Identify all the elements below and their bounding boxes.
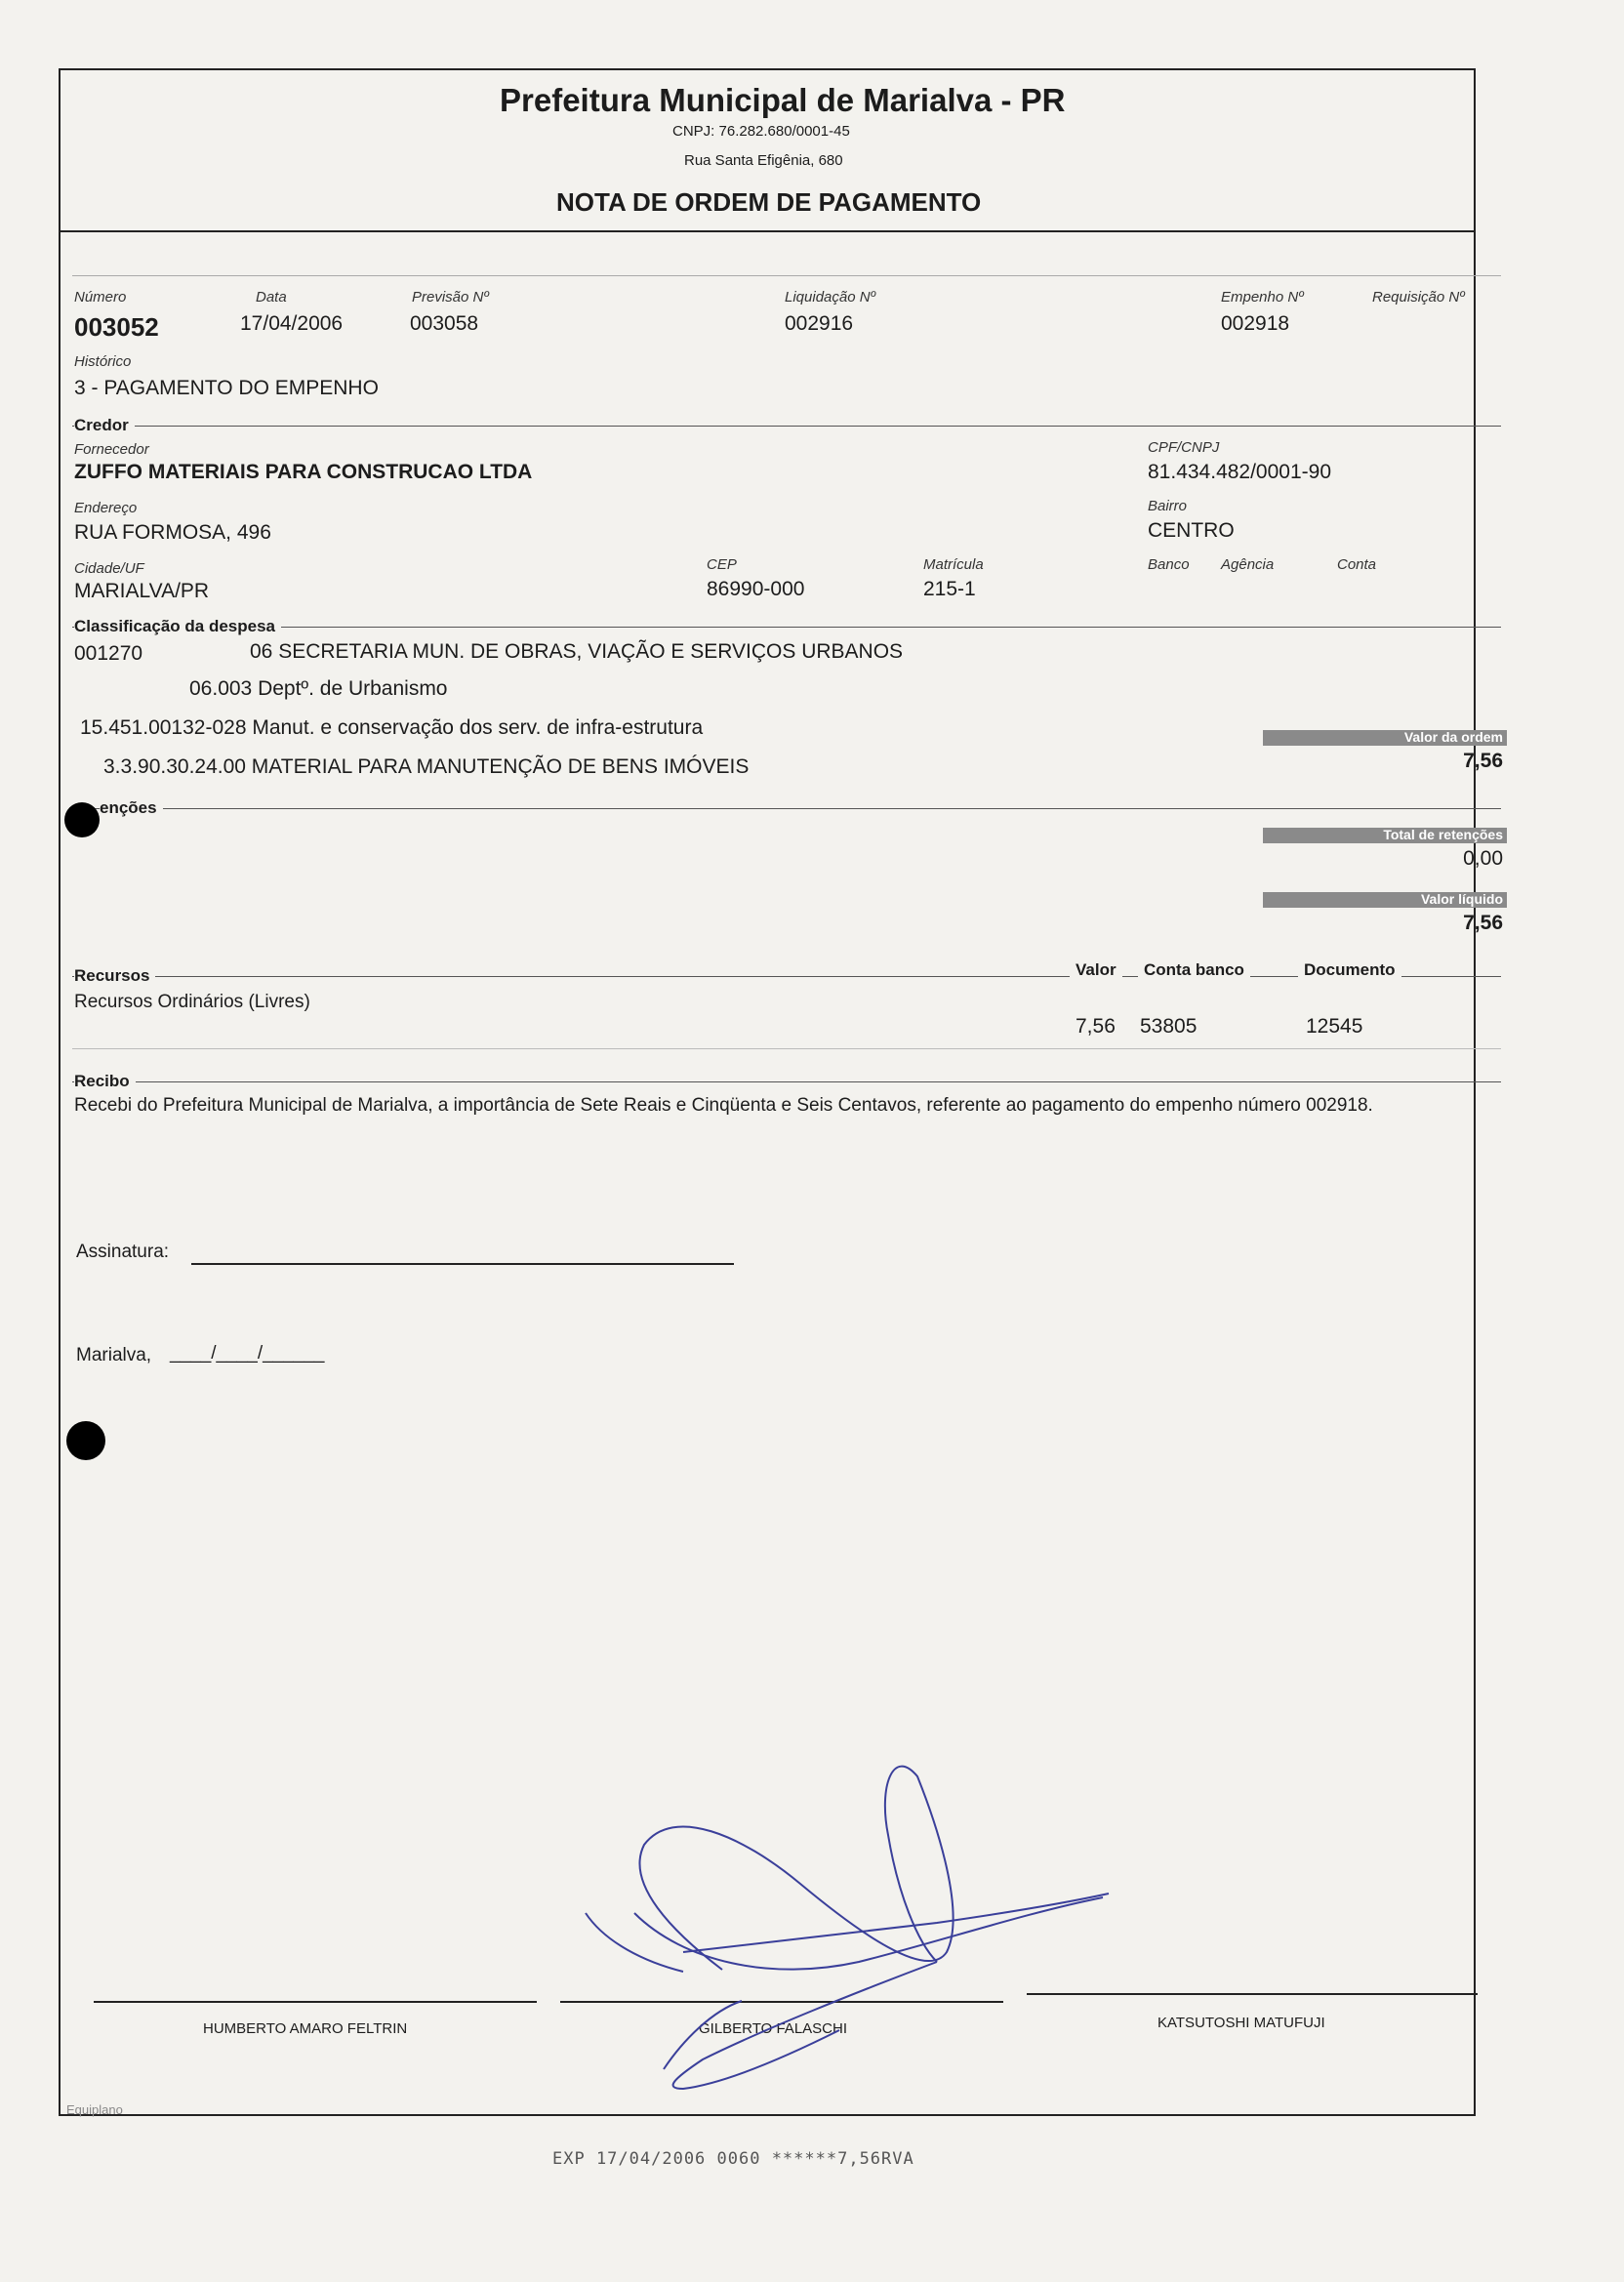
- empenho-value: 002918: [1221, 312, 1290, 335]
- classificacao-code: 001270: [74, 642, 143, 665]
- recursos-conta: 53805: [1140, 1015, 1198, 1038]
- endereco-value: RUA FORMOSA, 496: [74, 521, 271, 544]
- valor-liquido-label: Valor líquido: [1420, 891, 1503, 907]
- classificacao-elemento: 3.3.90.30.24.00 MATERIAL PARA MANUTENÇÃO DE BENS IMÓVEIS: [103, 755, 750, 778]
- fornecedor-label: Fornecedor: [74, 441, 149, 458]
- data-label: Data: [256, 289, 287, 306]
- liquidacao-label: Liquidação Nº: [785, 289, 876, 306]
- conta-label: Conta: [1337, 556, 1377, 573]
- classificacao-funcional: 15.451.00132-028 Manut. e conservação dos serv. de infra-estrutura: [80, 716, 704, 739]
- historico-label: Histórico: [74, 353, 132, 370]
- classificacao-unidade: 06.003 Deptº. de Urbanismo: [189, 677, 448, 700]
- section-retencoes: enções: [100, 798, 163, 818]
- requisicao-label: Requisição Nº: [1372, 289, 1465, 306]
- recursos-conta-label: Conta banco: [1138, 960, 1250, 980]
- agencia-label: Agência: [1221, 556, 1275, 573]
- matricula-label: Matrícula: [923, 556, 984, 573]
- total-retencoes-value: 0,00: [1463, 847, 1503, 870]
- valor-ordem-label: Valor da ordem: [1403, 729, 1503, 745]
- cidade-value: MARIALVA/PR: [74, 580, 210, 602]
- recursos-documento-label: Documento: [1298, 960, 1401, 980]
- bairro-label: Bairro: [1148, 498, 1188, 514]
- total-retencoes-label: Total de retenções: [1383, 827, 1503, 842]
- recursos-valor: 7,56: [1076, 1015, 1116, 1038]
- local-date-blank: ____/____/______: [170, 1343, 325, 1364]
- valor-liquido-value: 7,56: [1463, 912, 1503, 934]
- bairro-value: CENTRO: [1148, 519, 1235, 542]
- signature-name-2: GILBERTO FALASCHI: [699, 2020, 847, 2037]
- recursos-descricao: Recursos Ordinários (Livres): [74, 992, 310, 1012]
- valor-ordem-value: 7,56: [1463, 750, 1503, 772]
- mechanical-stamp: EXP 17/04/2006 0060 ******7,56RVA: [552, 2149, 914, 2169]
- banco-label: Banco: [1148, 556, 1190, 573]
- recibo-text: Recebi do Prefeitura Municipal de Marialva, a importância de Sete Reais e Cinqüenta e Seis Centavos, referente ao pagamento do empenho número 002918.: [74, 1095, 1373, 1116]
- section-classificacao: Classificação da despesa: [74, 617, 281, 636]
- previsao-value: 003058: [410, 312, 479, 335]
- cep-value: 86990-000: [707, 578, 805, 600]
- previsao-label: Previsão Nº: [412, 289, 489, 306]
- brand-label: Equiplano: [66, 2102, 123, 2117]
- cpf-value: 81.434.482/0001-90: [1148, 461, 1332, 483]
- cpf-label: CPF/CNPJ: [1148, 439, 1220, 456]
- matricula-value: 215-1: [923, 578, 976, 600]
- recursos-documento: 12545: [1306, 1015, 1363, 1038]
- header-cnpj: CNPJ: 76.282.680/0001-45: [672, 123, 850, 140]
- numero-value: 003052: [74, 312, 159, 342]
- section-recursos: Recursos: [74, 966, 155, 986]
- numero-label: Número: [74, 289, 127, 306]
- classificacao-orgao: 06 SECRETARIA MUN. DE OBRAS, VIAÇÃO E SERVIÇOS URBANOS: [250, 640, 904, 663]
- assinatura-label: Assinatura:: [76, 1242, 170, 1262]
- cidade-label: Cidade/UF: [74, 560, 144, 577]
- section-recibo: Recibo: [74, 1072, 136, 1091]
- document-title: NOTA DE ORDEM DE PAGAMENTO: [556, 187, 982, 217]
- local-label: Marialva,: [76, 1345, 152, 1365]
- historico-value: 3 - PAGAMENTO DO EMPENHO: [74, 377, 379, 399]
- liquidacao-value: 002916: [785, 312, 854, 335]
- signature-name-3: KATSUTOSHI MATUFUJI: [1157, 2015, 1325, 2031]
- cep-label: CEP: [707, 556, 737, 573]
- endereco-label: Endereço: [74, 500, 138, 516]
- data-value: 17/04/2006: [240, 312, 344, 335]
- header-address: Rua Santa Efigênia, 680: [684, 152, 843, 169]
- signature-name-1: HUMBERTO AMARO FELTRIN: [203, 2020, 408, 2037]
- fornecedor-value: ZUFFO MATERIAIS PARA CONSTRUCAO LTDA: [74, 461, 533, 483]
- section-credor: Credor: [74, 416, 135, 435]
- recursos-valor-label: Valor: [1070, 960, 1122, 980]
- page-title: Prefeitura Municipal de Marialva - PR: [500, 82, 1066, 118]
- empenho-label: Empenho Nº: [1221, 289, 1304, 306]
